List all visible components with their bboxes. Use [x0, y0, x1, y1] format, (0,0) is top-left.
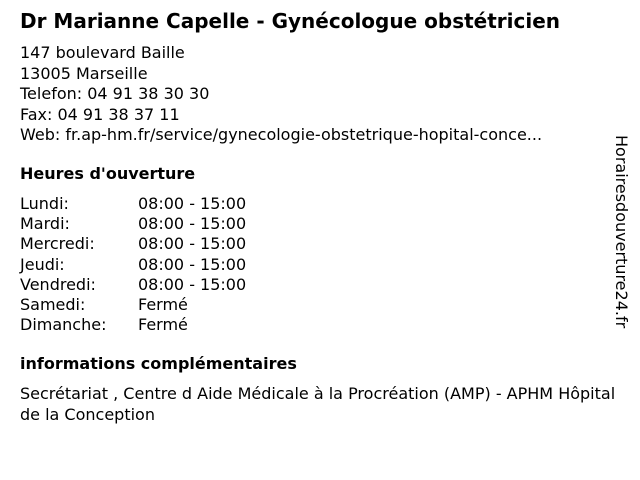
day-label: Lundi:	[20, 194, 69, 213]
day-label: Dimanche:	[20, 315, 107, 335]
time-value: 08:00 - 15:00	[138, 274, 247, 294]
day-label: Vendredi:	[20, 274, 96, 294]
hours-row-monday	[20, 194, 246, 214]
fax-number: 04 91 38 37 11	[57, 104, 180, 124]
hours-row-thursday	[20, 255, 246, 275]
day-label: Samedi:	[20, 295, 86, 315]
day-label: Mardi:	[20, 214, 70, 234]
address-city: 13005 Marseille	[20, 63, 148, 83]
time-value: 08:00 - 15:00	[138, 214, 247, 234]
time-value: 08:00 - 15:00	[138, 234, 247, 254]
hours-row-friday	[20, 275, 246, 295]
fax-label: Fax:	[20, 104, 58, 124]
hours-row-saturday	[20, 295, 246, 315]
opening-hours-heading: Heures d'ouverture	[20, 164, 196, 183]
hours-row-wednesday	[20, 234, 246, 254]
phone-label: Telefon:	[20, 84, 88, 103]
phone-link[interactable]: 04 91 38 30 30	[87, 84, 210, 103]
day-label: Jeudi:	[20, 254, 65, 274]
fax-line	[20, 105, 542, 126]
opening-hours-table	[20, 194, 246, 335]
phone-line	[20, 84, 542, 105]
web-line	[20, 125, 542, 146]
time-value: Fermé	[138, 295, 188, 315]
website-link[interactable]: fr.ap-hm.fr/service/gynecologie-obstetrique-hopital-conce...	[65, 125, 543, 144]
address-street: 147 boulevard Baille	[20, 43, 185, 62]
brand-watermark: Horairesdouverture24.fr	[612, 135, 631, 329]
web-label: Web:	[20, 125, 66, 144]
time-value: Fermé	[138, 315, 188, 335]
contact-block	[20, 43, 542, 146]
additional-info-text: Secrétariat , Centre d Aide Médicale à la Procréation (AMP) - APHM Hôpital de la Conception	[20, 384, 616, 424]
page-title: Dr Marianne Capelle - Gynécologue obstétricien	[20, 9, 561, 33]
time-value: 08:00 - 15:00	[138, 254, 247, 274]
hours-row-tuesday	[20, 214, 246, 234]
hours-row-sunday	[20, 315, 246, 335]
additional-info-heading: informations complémentaires	[20, 354, 297, 373]
day-label: Mercredi:	[20, 234, 95, 254]
time-value: 08:00 - 15:00	[138, 194, 247, 213]
